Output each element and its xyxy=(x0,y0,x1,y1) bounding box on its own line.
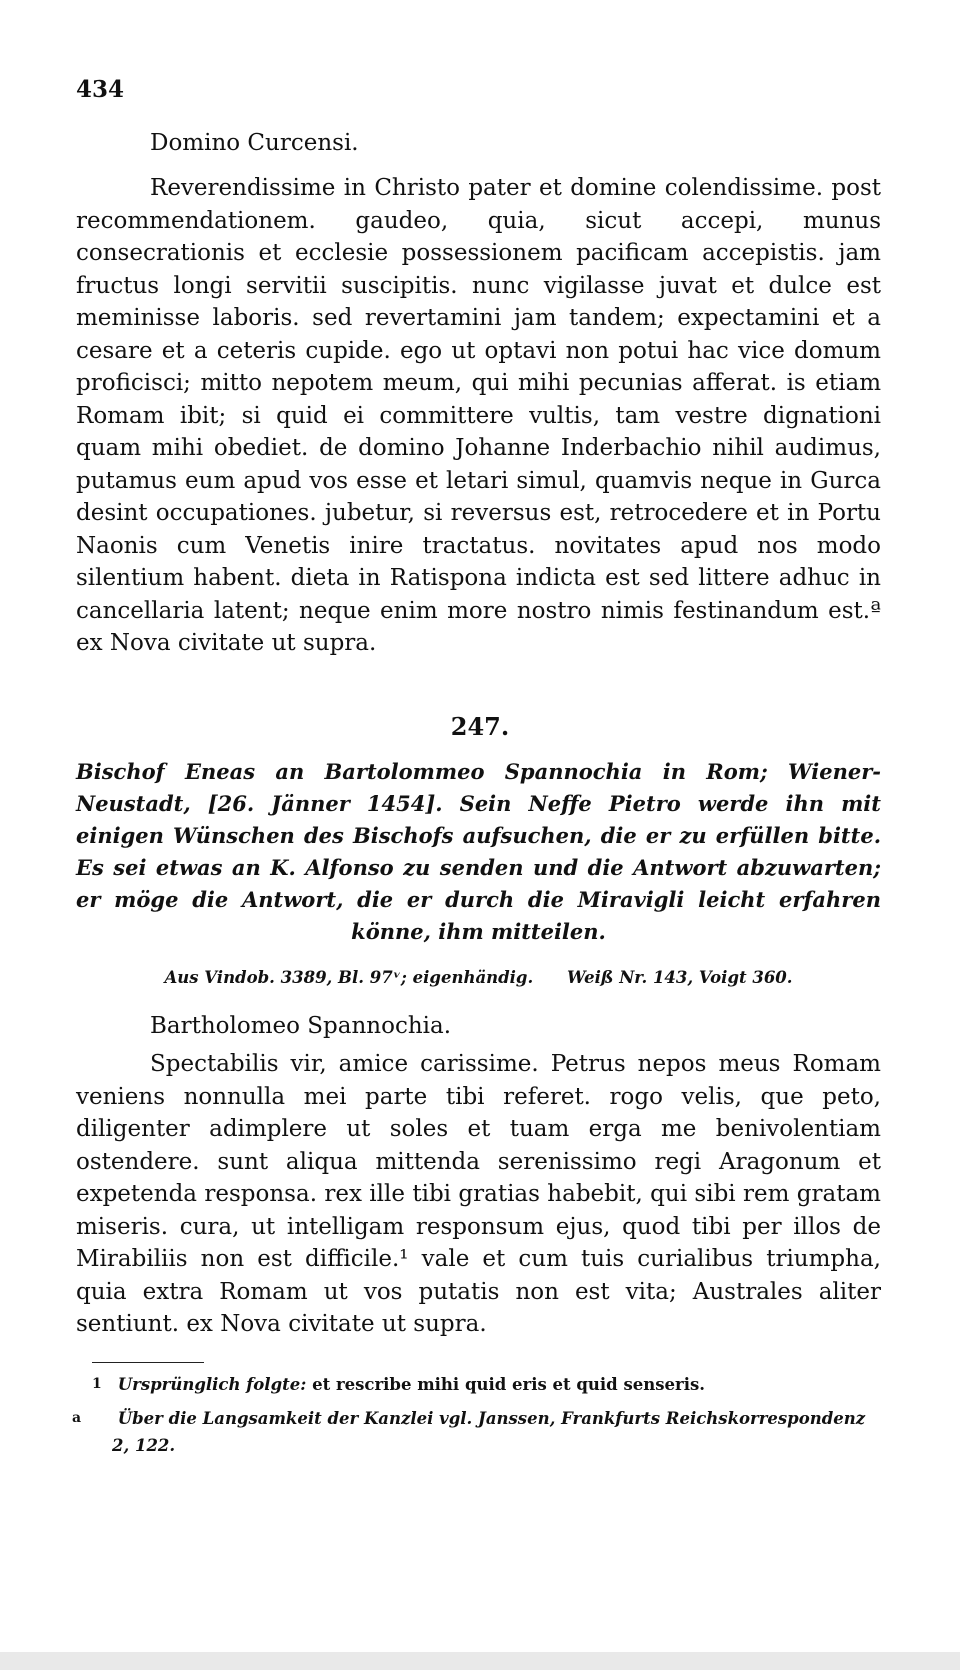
document-number: 247. xyxy=(450,712,510,741)
letter1-text: Reverendissime in Christo pater et domine colendissime. post recommendationem. gaudeo, quia, sicut accepi, munus consecrationis et ecclesie possessionem pacificam accepistis. jam fructus longi servitii suscipitis. nunc vigilasse juvat et dulce est meminisse laboris. sed revertamini jam tandem; expectamini et a cesare et a ceteris cupide. ego ut optavi non potui hac vice domum proficisci; mitto nepotem meum, qui mihi pecunias afferat. is etiam Romam ibit; si quid ei committere vultis, tam vestre dignationi quam mihi obediet. de domino Johanne Inderbachio nihil audimus, putamus eum apud vos esse et letari simul, quamvis neque in Gurca desint occupationes. jubetur, si reversus est, retrocedere et in Portu Naonis cum Venetis inire tractatus. novitates apud nos modo silentium habent. dieta in Ratispona indicta est sed littere adhuc in cancellaria latent; neque enim more nostro nimis festinandum est.ª ex Nova civitate ut supra. xyxy=(76,175,881,656)
source-reference xyxy=(76,968,881,987)
footnote-text: Über die Langsamkeit der Kanzlei vgl. Janssen, Frankfurts Reichskorrespondenz 2, 122. xyxy=(112,1409,866,1455)
footnote-text: et rescribe mihi quid eris et quid senseris. xyxy=(312,1375,706,1394)
source-editions: Weiß Nr. 143, Voigt 360. xyxy=(566,968,793,987)
footnote-1 xyxy=(92,1371,882,1398)
letter2-body xyxy=(76,1048,881,1341)
footnote-mark: 1 xyxy=(92,1376,102,1392)
source-archive: Aus Vindob. 3389, Bl. 97ᵛ; eigenhändig. xyxy=(164,968,534,987)
document-summary: Bischof Eneas an Bartolommeo Spannochia in Rom; Wiener-Neustadt, [26. Jänner 1454]. Sein Neffe Pietro werde ihn mit einigen Wünschen des Bischofs aufsuchen, die er zu erfüllen bitte. Es sei etwas an K. Alfonso zu senden und die Antwort abzuwarten; er möge die Antwort, die er durch die Miravigli leicht erfahren könne, ihm mitteilen. xyxy=(76,759,881,944)
footnote-label: Ursprünglich folgte: xyxy=(117,1375,307,1394)
page-number: 434 xyxy=(76,76,125,103)
footnote-rule xyxy=(92,1362,204,1363)
bottom-scan-edge xyxy=(0,1652,960,1670)
letter2-salutation: Bartholomeo Spannochia. xyxy=(150,1013,452,1039)
footnote-mark: a xyxy=(72,1410,82,1426)
letter1-body xyxy=(76,172,881,660)
letter1-salutation: Domino Curcensi. xyxy=(150,130,359,156)
letter2-text: Spectabilis vir, amice carissime. Petrus nepos meus Romam veniens nonnulla mei parte tibi referet. rogo velis, que peto, diligenter adimplere ut soles et tuam erga me benivolentiam ostendere. sunt aliqua mittenda serenissimo regi Aragonum et expetenda responsa. rex ille tibi gratias habebit, qui sibi rem gratam miseris. cura, ut intelligam responsum ejus, quod tibi per illos de Mirabiliis non est difficile.¹ vale et cum tuis curialibus triumpha, quia extra Romam ut vos putatis non est vita; Australes aliter sentiunt. ex Nova civitate ut supra. xyxy=(76,1051,881,1337)
footnote-a xyxy=(72,1405,882,1459)
